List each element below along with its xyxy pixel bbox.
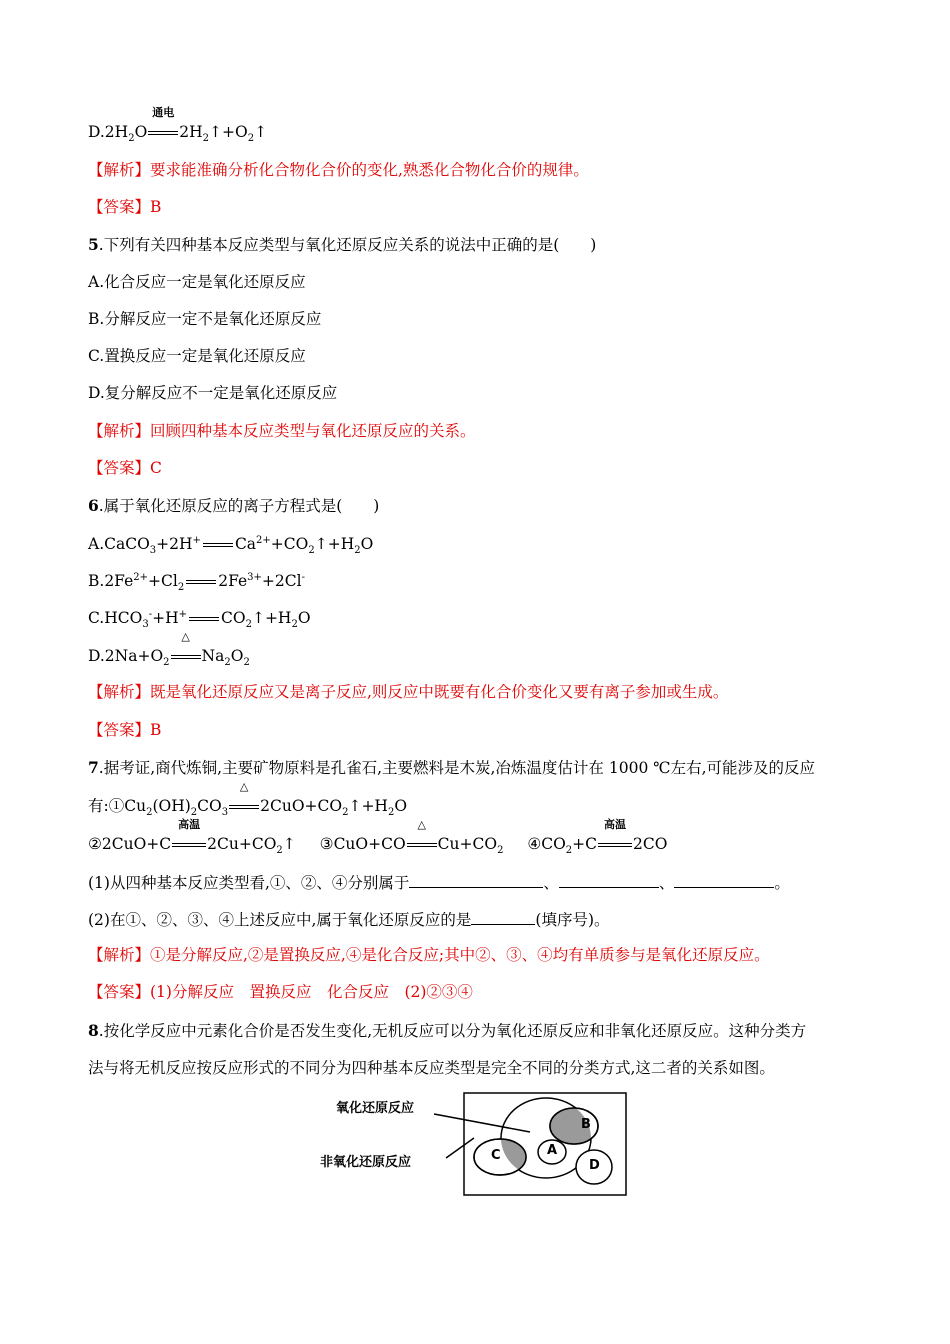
label-nonredox: 非氧化还原反应 [320,1155,412,1170]
reaction-condition: △ [229,796,259,816]
redox-pointer-line [434,1114,530,1132]
q7-answer: 【答案】(1)分解反应 置换反应 化合反应 (2)②③④ [88,983,473,1001]
circle-a-label: A [547,1143,558,1158]
answer-blank[interactable] [471,908,535,925]
q7-reaction-4: $④CO_2+C$ 高温 2CO [527,818,668,857]
q5-analysis: 【解析】回顾四种基本反应类型与氧化还原反应的关系。 [88,422,476,440]
answer-blank[interactable] [674,871,774,888]
q7-reaction-2: ②2CuO+C 高温 $2Cu+CO_2↑$ [88,818,296,857]
answer-blank[interactable] [559,871,659,888]
q7-subquestion-2: (2)在①、②、③、④上述反应中,属于氧化还原反应的是 (填序号)。 [88,908,610,930]
q6-analysis: 【解析】既是氧化还原反应又是离子反应,则反应中既要有化合价变化又要有离子参加或生成。 [88,683,729,701]
q6-stem: 6.属于氧化还原反应的离子方程式是( ) [88,496,380,515]
q4-analysis: 【解析】要求能准确分析化合物化合价的变化,熟悉化合物化合价的规律。 [88,161,589,179]
label-redox: 氧化还原反应 [336,1101,415,1116]
q6-answer: 【答案】B [88,721,162,739]
circle-c-label: C [491,1148,501,1163]
venn-diagram [316,1088,636,1198]
nonredox-pointer-line [446,1138,474,1158]
q5-answer: 【答案】C [88,459,162,477]
q7-reaction-3: ③CuO+CO △ $Cu+CO_2$ [319,818,504,857]
q5-option-a: A.化合反应一定是氧化还原反应 [88,273,306,291]
q7-reaction-1: 有$:①Cu_2(OH)_2CO_3$ △ $2CuO+CO_2↑+H_2O$ [88,780,408,819]
q7-analysis: 【解析】①是分解反应,②是置换反应,④是化合反应;其中②、③、④均有单质参与是氧化还原反应。 [88,946,770,964]
q6-option-d: $D.2Na+O_2$ △ $Na_2O_2$ [88,630,250,669]
q7-subquestion-1: (1)从四种基本反应类型看,①、②、④分别属于 、 、 。 [88,871,790,893]
q5-stem: 5.下列有关四种基本反应类型与氧化还原反应关系的说法中正确的是( ) [88,235,597,254]
q8-stem-line2: 法与将无机反应按反应形式的不同分为四种基本反应类型是完全不同的分类方式,这二者的关系如图。 [88,1059,775,1077]
reaction-condition: 通电 [148,122,178,142]
q6-option-b: $B.2Fe^{2+}+Cl_2$ $2Fe^{3+}+2Cl^-$ [88,571,305,594]
q6-option-c: $C.HCO_3^-+H^+$ $CO_2↑+H_2O$ [88,608,311,631]
reaction-condition: 高温 [172,834,206,854]
q6-option-a: A.CaCO$_3$+2H+ $Ca^{2+}+CO_2↑+H_2O$ [88,534,374,557]
q5-option-d: D.复分解反应不一定是氧化还原反应 [88,384,338,402]
q7-reactions-2-4 [88,818,668,857]
answer-blank[interactable] [409,871,543,888]
circle-b-label: B [581,1117,591,1132]
q8-stem-line1: 8.按化学反应中元素化合价是否发生变化,无机反应可以分为氧化还原反应和非氧化还原反应。这种分类方 [88,1021,807,1040]
circle-d-label: D [589,1158,600,1173]
q5-option-c: C.置换反应一定是氧化还原反应 [88,347,306,365]
q4-option-d: $D.2H_2O$ 通电 $2H_2↑+O_2↑$ [88,106,268,145]
q4-answer: 【答案】B [88,198,162,216]
q7-stem: 7.据考证,商代炼铜,主要矿物原料是孔雀石,主要燃料是木炭,冶炼温度估计在 1000 ℃左右,可能涉及的反应 [88,758,816,777]
q5-option-b: B.分解反应一定不是氧化还原反应 [88,310,322,328]
reaction-condition: △ [407,834,437,854]
reaction-condition: 高温 [598,834,632,854]
reaction-condition: △ [171,646,201,666]
